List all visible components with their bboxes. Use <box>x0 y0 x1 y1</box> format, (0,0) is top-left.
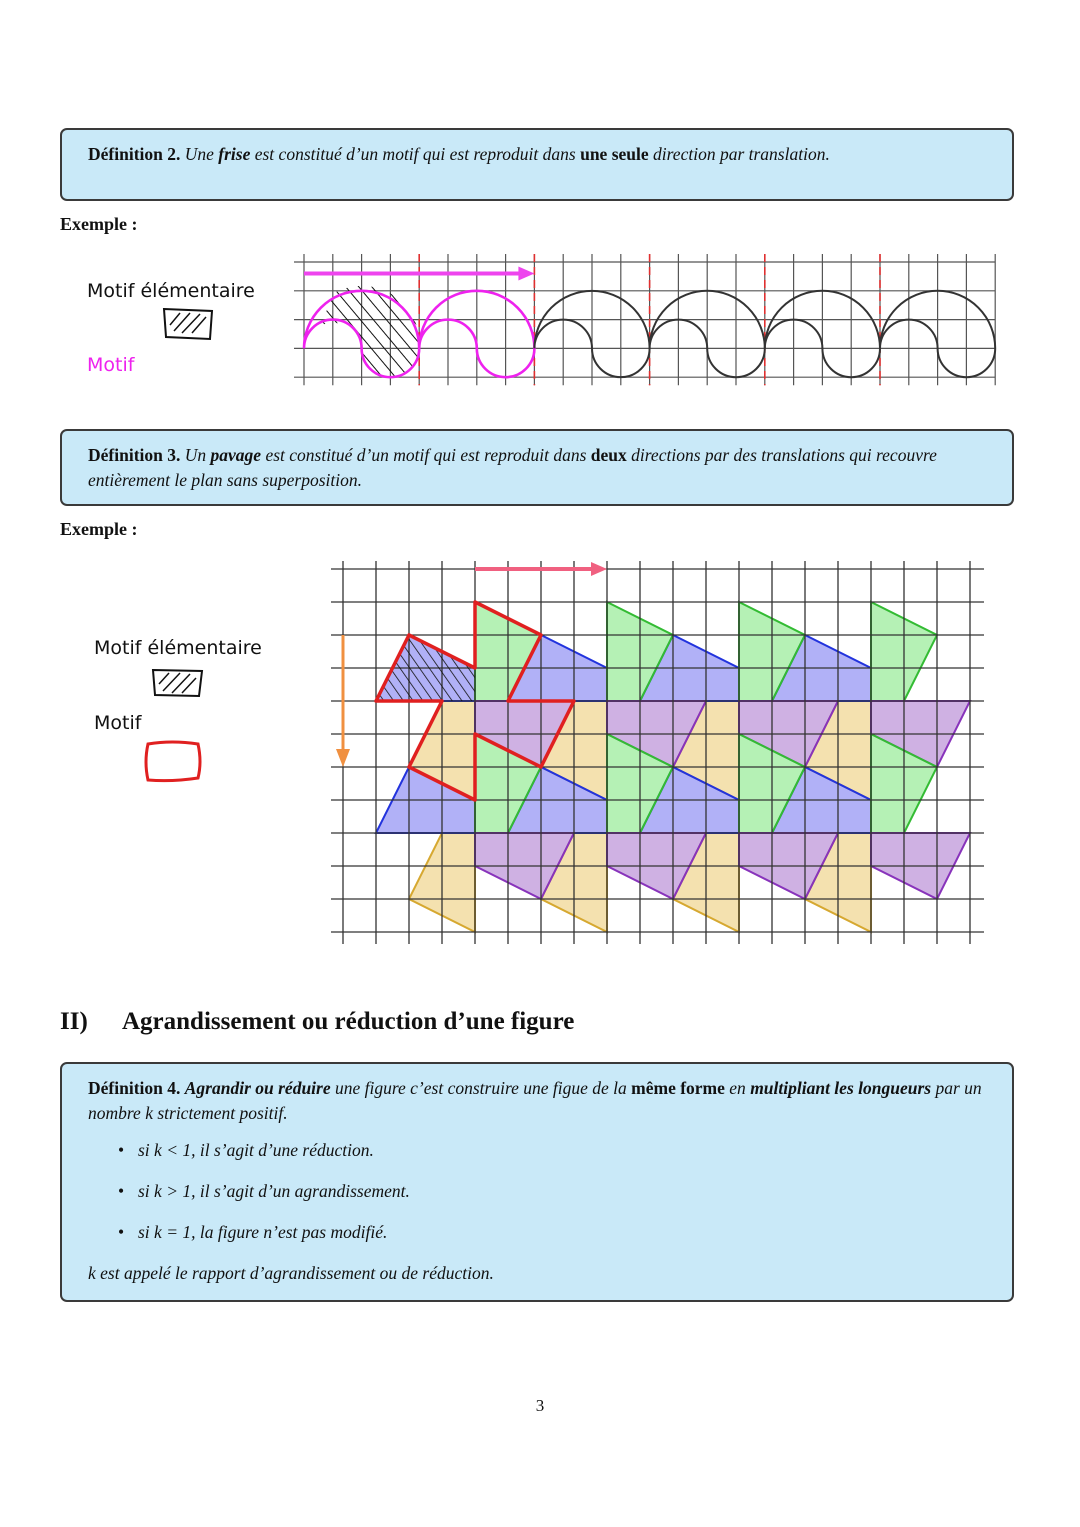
emphasis: multipliant les longueurs <box>750 1078 932 1098</box>
section-heading <box>60 1008 574 1036</box>
frieze-motif-label: Motif <box>87 354 135 376</box>
text: Un <box>180 445 211 465</box>
example-label: Exemple : <box>60 519 138 539</box>
emphasis: même forme <box>631 1078 725 1098</box>
tiling-motif-label: Motif <box>94 712 142 734</box>
emphasis: une seule <box>580 144 649 164</box>
definition-footer: k est appelé le rapport d’agrandissement ou de réduction. <box>88 1263 494 1283</box>
text: en <box>724 1078 751 1098</box>
text: une figure c’est construire une figue de la <box>330 1078 632 1098</box>
arrow-head <box>336 749 350 767</box>
list-item: • si k = 1, la figure n’est pas modifié. <box>118 1220 986 1245</box>
term: frise <box>218 144 251 164</box>
definition-title: Définition 2. <box>88 144 181 164</box>
definition-title: Définition 4. <box>88 1078 181 1098</box>
tiling-elementary-label: Motif élémentaire <box>94 637 262 659</box>
text: est constitué d’un motif qui est reproduit dans <box>261 445 591 465</box>
text: directions par des translations qui recouvre entièrement le plan sans superposition. <box>88 445 937 490</box>
arrow-head <box>591 562 607 576</box>
section-number: II) <box>60 1008 88 1035</box>
term: pavage <box>210 445 262 465</box>
frieze-elementary-label: Motif élémentaire <box>87 280 255 302</box>
list-item: • si k > 1, il s’agit d’un agrandissement. <box>118 1179 986 1204</box>
emphasis: deux <box>590 445 627 465</box>
page-number: 3 <box>535 1396 545 1415</box>
text: Une <box>180 144 219 164</box>
definition-title: Définition 3. <box>88 445 181 465</box>
text: est constitué d’un motif qui est reproduit dans <box>250 144 581 164</box>
text: par un nombre k strictement positif. <box>88 1078 982 1123</box>
bullet-list <box>88 1138 986 1245</box>
example-label: Exemple : <box>60 214 138 234</box>
section-title: Agrandissement ou réduction d’une figure <box>122 1008 575 1035</box>
list-item: • si k < 1, il s’agit d’une réduction. <box>118 1138 986 1163</box>
text: direction par translation. <box>648 144 830 164</box>
term: Agrandir ou réduire <box>184 1078 331 1098</box>
definition-4-box <box>60 1062 1014 1302</box>
